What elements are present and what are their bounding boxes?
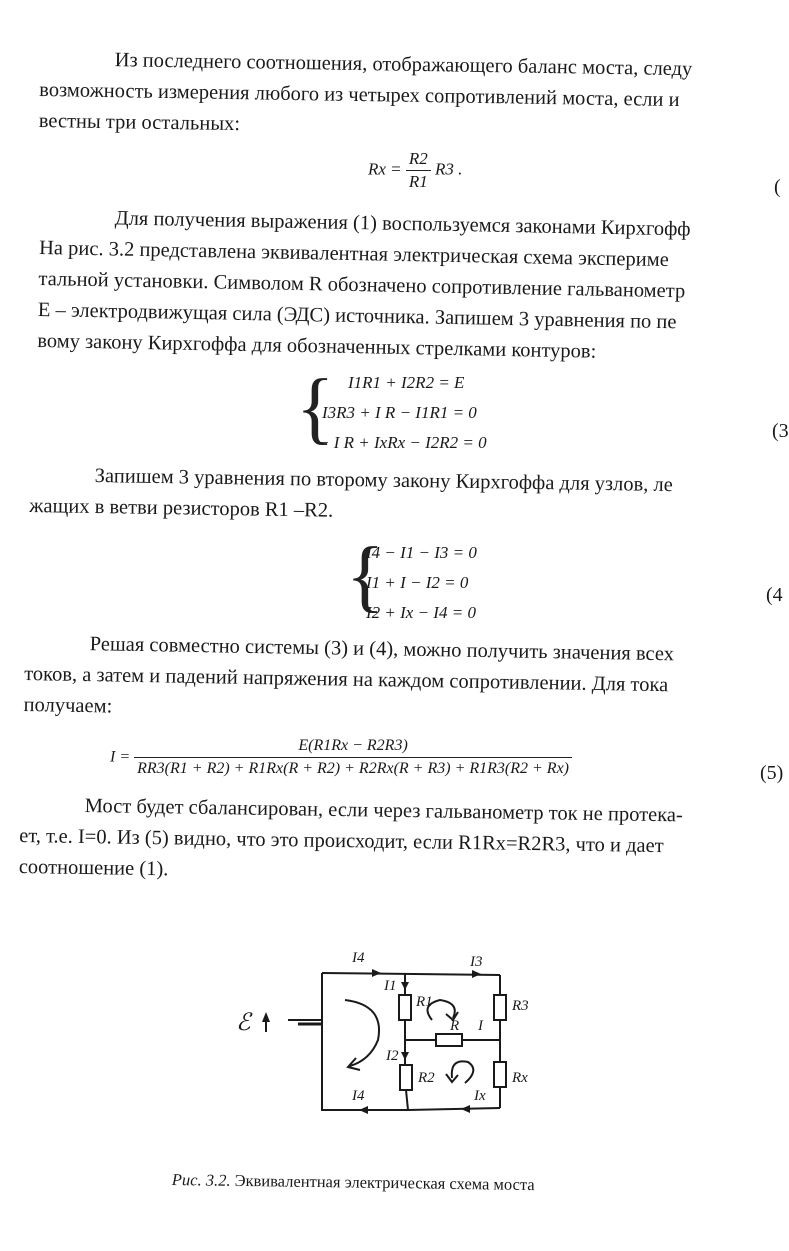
fraction-numerator: R2 bbox=[406, 148, 431, 171]
text-line: токов, а затем и падений напряжения на каждом сопротивлении. Для тока bbox=[24, 662, 669, 697]
label-i3: I3 bbox=[470, 954, 483, 970]
label-r3: R3 bbox=[512, 998, 529, 1014]
resistor-r2 bbox=[400, 1065, 412, 1090]
paragraph-5 bbox=[19, 790, 684, 893]
current-arrows bbox=[262, 969, 481, 1114]
label-r2: R2 bbox=[418, 1070, 435, 1086]
equation-rhs: R3 . bbox=[435, 159, 463, 179]
label-emf: ℰ bbox=[236, 1010, 251, 1036]
text-line: На рис. 3.2 представлена эквивалентная электрическая схема эксперимe bbox=[38, 236, 669, 272]
text-line: Для получения выражения (1) воспользуемся законами Кирхгофф bbox=[114, 207, 691, 241]
equation-line: I2 + Ix − I4 = 0 bbox=[366, 603, 476, 622]
text-line: соотношение (1). bbox=[18, 855, 169, 881]
equation-line: − I R + IxRx − I2R2 = 0 bbox=[318, 433, 487, 452]
equation-lhs: Rx = bbox=[368, 159, 402, 179]
text-line: вому закону Кирхгоффа для обозначенных стрелками контуров: bbox=[37, 329, 597, 363]
text-line: ет, т.е. I=0. Из (5) видно, что это происходит, если R1Rx=R2R3, что и дает bbox=[19, 824, 664, 858]
paragraph-3 bbox=[29, 460, 673, 532]
equation-number-1: ( bbox=[774, 176, 781, 198]
label-i: I bbox=[478, 1018, 483, 1034]
wire-mid-bottom bbox=[406, 1090, 408, 1110]
system-brace: { bbox=[296, 364, 335, 452]
caption-text: Эквивалентная электрическая схема моста bbox=[234, 1170, 535, 1195]
caption-figure-number: Рис. 3.2. bbox=[171, 1170, 231, 1190]
fraction-denominator: R1 bbox=[408, 172, 428, 191]
wire-left bbox=[322, 973, 408, 1110]
loop-arrows bbox=[345, 1000, 473, 1083]
equation-fraction bbox=[134, 735, 572, 780]
label-i4-top: I4 bbox=[352, 950, 365, 966]
resistor-rx bbox=[494, 1062, 506, 1087]
wire-top bbox=[322, 973, 500, 975]
equation-system-4 bbox=[366, 538, 477, 628]
label-ix: Ix bbox=[474, 1088, 486, 1104]
equation-line: I3R3 + I R − I1R1 = 0 bbox=[322, 403, 477, 422]
equation-1 bbox=[368, 148, 462, 193]
equation-fraction bbox=[406, 148, 431, 193]
equation-system-3 bbox=[318, 368, 487, 458]
resistor-r1 bbox=[399, 995, 411, 1020]
fraction-denominator: RR3(R1 + R2) + R1Rx(R + R2) + R2Rx(R + R3) + R1R3(R2 + Rx) bbox=[134, 757, 572, 780]
equation-number-3: (3 bbox=[772, 420, 789, 442]
label-rx: Rx bbox=[512, 1070, 528, 1086]
paragraph-2 bbox=[37, 202, 691, 369]
label-i2: I2 bbox=[386, 1048, 399, 1064]
equation-number-5: (5) bbox=[760, 762, 784, 784]
paragraph-4 bbox=[23, 628, 674, 732]
text-line: получаем: bbox=[23, 693, 113, 718]
figure-caption bbox=[172, 1170, 535, 1195]
text-line: Решая совместно системы (3) и (4), можно получить значения всех bbox=[89, 633, 675, 666]
text-line: E – электродвижущая сила (ЭДС) источника. Запишем 3 уравнения по пе bbox=[37, 298, 677, 334]
system-brace: { bbox=[346, 532, 385, 620]
text-line: Из последнего соотношения, отображающего баланс моста, следу bbox=[114, 49, 693, 81]
label-i4-bottom: I4 bbox=[352, 1088, 365, 1104]
equation-5 bbox=[110, 735, 572, 780]
text-line: Запишем 3 уравнения по второму закону Кирхгоффа для узлов, ле bbox=[94, 465, 673, 497]
label-r1: R1 bbox=[416, 994, 433, 1010]
label-i1: I1 bbox=[384, 978, 397, 994]
fraction-numerator: E(R1Rx − R2R3) bbox=[298, 737, 408, 754]
resistor-r3 bbox=[494, 995, 506, 1020]
text-line: Мост будет сбалансирован, если через гальванометр ток не протека- bbox=[84, 795, 683, 827]
text-line: возможность измерения любого из четырех сопротивлений моста, если и bbox=[39, 78, 680, 112]
equation-lhs: I = bbox=[110, 748, 131, 766]
paragraph-1 bbox=[39, 44, 693, 147]
equation-line: I4 − I1 − I3 = 0 bbox=[366, 543, 477, 562]
equation-line: I1R1 + I2R2 = E bbox=[348, 373, 465, 392]
text-line: вестны три остальных: bbox=[38, 109, 241, 136]
equation-line: I1 + I − I2 = 0 bbox=[366, 573, 469, 592]
battery-icon bbox=[288, 1020, 322, 1024]
equation-number-4: (4 bbox=[766, 584, 783, 606]
text-line: тальной установки. Символом R обозначено сопротивление гальванометр bbox=[38, 267, 686, 303]
wire-bottom bbox=[408, 1108, 500, 1110]
resistor-galvanometer bbox=[436, 1034, 462, 1046]
text-line: жащих в ветви резисторов R1 –R2. bbox=[29, 494, 334, 522]
label-r: R bbox=[450, 1018, 460, 1034]
